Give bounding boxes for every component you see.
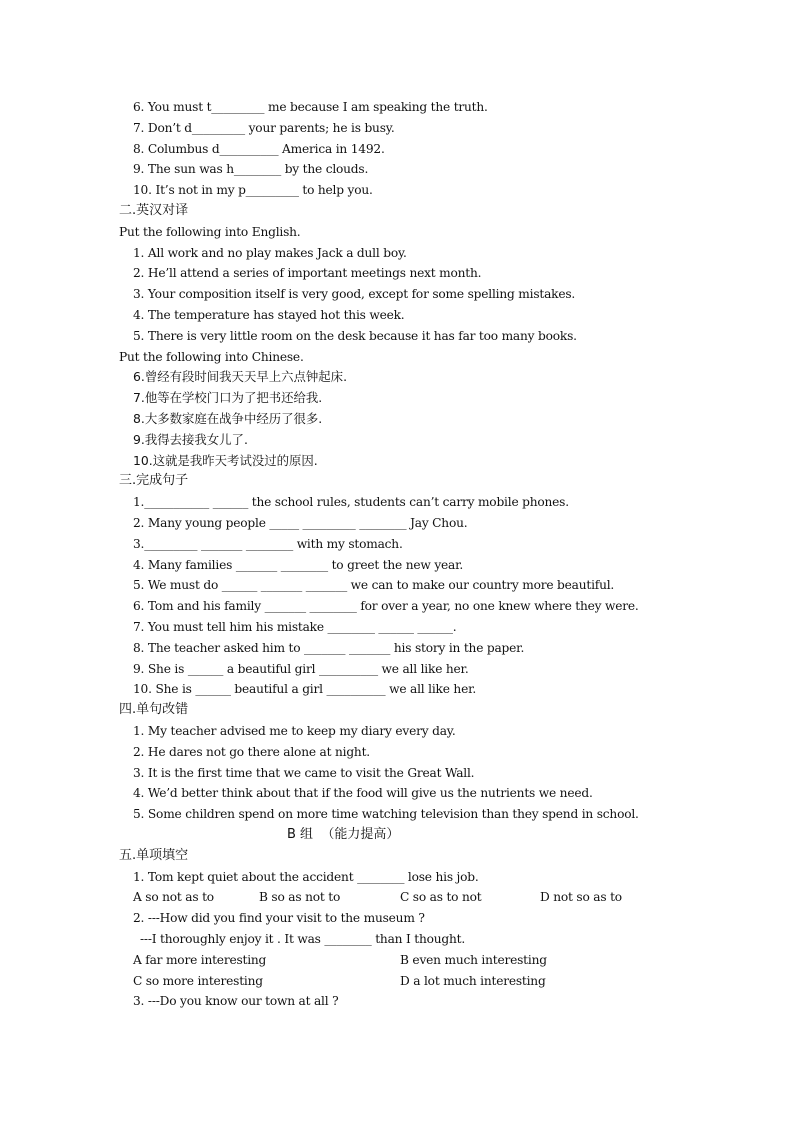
complete-item-4: 4. Many families _______ ________ to greet the new year. [133, 558, 464, 572]
complete-item-3: 3._________ _______ ________ with my stomach. [133, 537, 403, 551]
translate-item-5: 5. There is very little room on the desk because it has far too many books. [133, 329, 577, 343]
complete-item-1: 1.___________ ______ the school rules, students can’t carry mobile phones. [133, 495, 569, 509]
question-2-reply: ---I thoroughly enjoy it . It was ________ than I thought. [140, 932, 466, 946]
section-2-heading: 二.英汉对译 [119, 203, 189, 218]
q2-option-c: C so more interesting [133, 974, 263, 988]
q1-option-c: C so as to not [400, 890, 482, 904]
question-3-stem: 3. ---Do you know our town at all ? [133, 994, 339, 1008]
vocab-item-8: 8. Columbus d__________ America in 1492. [133, 142, 385, 156]
correct-item-1: 1. My teacher advised me to keep my diary every day. [133, 724, 456, 738]
group-b-title: B 组 （能力提高） [287, 827, 400, 842]
q2-option-b: B even much interesting [400, 953, 547, 967]
vocab-item-10: 10. It’s not in my p_________ to help you. [133, 183, 373, 197]
translate-item-2: 2. He’ll attend a series of important meetings next month. [133, 266, 482, 280]
complete-item-5: 5. We must do ______ _______ _______ we can to make our country more beautiful. [133, 578, 615, 592]
vocab-item-9: 9. The sun was h________ by the clouds. [133, 162, 369, 176]
translate-item-3: 3. Your composition itself is very good, except for some spelling mistakes. [133, 287, 576, 301]
q1-option-b: B so as not to [259, 890, 341, 904]
correct-item-5: 5. Some children spend on more time watching television than they spend in school. [133, 807, 639, 821]
complete-item-7: 7. You must tell him his mistake ________ ______ ______. [133, 620, 457, 634]
vocab-item-6: 6. You must t_________ me because I am speaking the truth. [133, 100, 488, 114]
complete-item-2: 2. Many young people _____ _________ ________ Jay Chou. [133, 516, 468, 530]
complete-item-9: 9. She is ______ a beautiful girl __________ we all like her. [133, 662, 469, 676]
translate-item-9: 9.我得去接我女儿了. [133, 432, 248, 447]
instruction-chinese: Put the following into Chinese. [119, 350, 304, 364]
question-2-stem: 2. ---How did you find your visit to the museum ? [133, 911, 425, 925]
translate-item-7: 7.他等在学校门口为了把书还给我. [133, 390, 323, 405]
translate-item-8: 8.大多数家庭在战争中经历了很多. [133, 411, 323, 426]
vocab-item-7: 7. Don’t d_________ your parents; he is busy. [133, 121, 395, 135]
correct-item-4: 4. We’d better think about that if the food will give us the nutrients we need. [133, 786, 593, 800]
translate-item-10: 10.这就是我昨天考试没过的原因. [133, 453, 318, 468]
complete-item-10: 10. She is ______ beautiful a girl __________ we all like her. [133, 682, 477, 696]
question-1-stem: 1. Tom kept quiet about the accident ________ lose his job. [133, 870, 479, 884]
complete-item-6: 6. Tom and his family _______ ________ for over a year, no one knew where they were. [133, 599, 639, 613]
correct-item-3: 3. It is the first time that we came to visit the Great Wall. [133, 766, 475, 780]
instruction-english: Put the following into English. [119, 225, 301, 239]
translate-item-4: 4. The temperature has stayed hot this week. [133, 308, 405, 322]
complete-item-8: 8. The teacher asked him to _______ _______ his story in the paper. [133, 641, 525, 655]
section-5-heading: 五.单项填空 [119, 848, 189, 863]
correct-item-2: 2. He dares not go there alone at night. [133, 745, 370, 759]
section-4-heading: 四.单句改错 [119, 702, 189, 717]
q2-option-d: D a lot much interesting [400, 974, 546, 988]
q2-option-a: A far more interesting [133, 953, 267, 967]
q1-option-a: A so not as to [133, 890, 214, 904]
translate-item-1: 1. All work and no play makes Jack a dull boy. [133, 246, 407, 260]
q1-option-d: D not so as to [540, 890, 622, 904]
section-3-heading: 三.完成句子 [119, 473, 189, 488]
translate-item-6: 6.曾经有段时间我天天早上六点钟起床. [133, 369, 348, 384]
